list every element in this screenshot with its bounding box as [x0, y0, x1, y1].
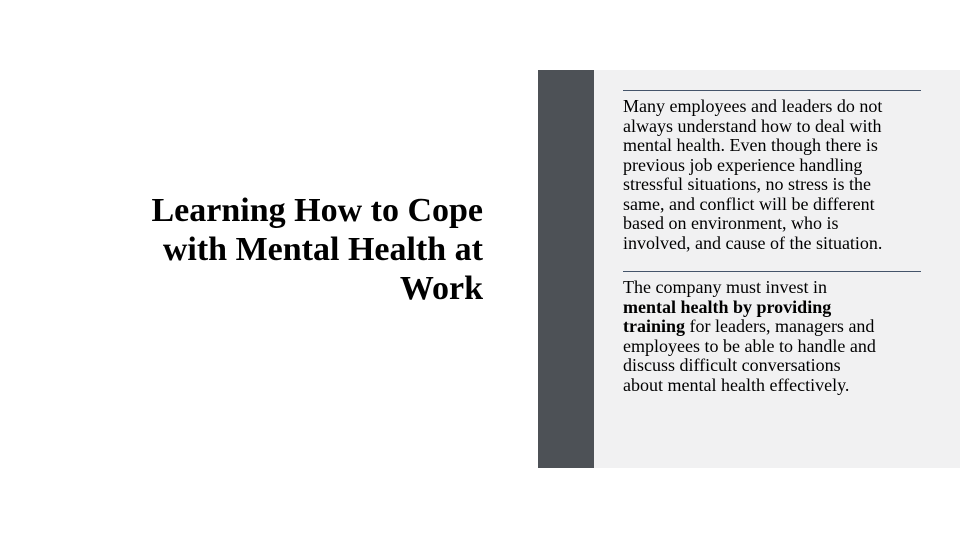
text-segment: involved, and cause of the situation.: [623, 232, 883, 253]
text-line: [623, 136, 921, 156]
text-block: [623, 90, 921, 253]
title-line: with Mental Health at: [162, 231, 483, 268]
text-panel-content: [623, 90, 921, 395]
text-segment: employees to be able to handle and: [623, 335, 876, 356]
bold-text-segment: mental health by providing: [623, 296, 832, 317]
text-line: [623, 278, 921, 298]
text-segment: same, and conflict will be different: [623, 193, 875, 214]
text-segment: for leaders, managers and: [685, 316, 875, 336]
text-line: [623, 117, 921, 137]
text-panel: [594, 70, 960, 468]
text-line: [623, 234, 921, 254]
text-line: [623, 317, 921, 337]
text-line: [623, 376, 921, 396]
text-segment: previous job experience handling: [623, 154, 863, 175]
text-line: [623, 337, 921, 357]
text-line: [623, 175, 921, 195]
text-segment: based on environment, who is: [623, 213, 839, 233]
accent-bar: [538, 70, 594, 468]
text-segment: mental health. Even though there is: [623, 135, 878, 155]
text-segment: discuss difficult conversations: [623, 355, 841, 375]
slide-title: [40, 191, 483, 308]
text-segment: stressful situations, no stress is the: [623, 174, 871, 194]
text-segment: Many employees and leaders do not: [623, 96, 883, 116]
text-segment: about mental health effectively.: [623, 374, 850, 395]
text-segment: The company must invest in: [623, 277, 827, 297]
text-line: [623, 156, 921, 176]
text-line: [623, 298, 921, 318]
text-line: [623, 97, 921, 117]
text-line: [623, 356, 921, 376]
title-line: Learning How to Cope: [151, 192, 483, 229]
bold-text-segment: training: [623, 316, 686, 336]
text-block: [623, 271, 921, 395]
text-line: [623, 214, 921, 234]
title-line: Work: [399, 270, 483, 307]
text-segment: always understand how to deal with: [623, 115, 882, 136]
text-line: [623, 195, 921, 215]
